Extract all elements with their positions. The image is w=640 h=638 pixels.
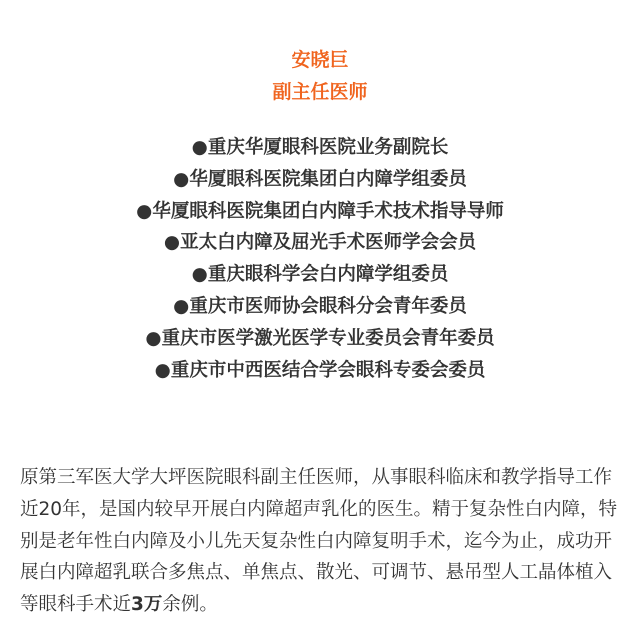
bio-highlight: 3万 xyxy=(131,594,163,616)
title-item: ●重庆市医师协会眼科分会青年委员 xyxy=(173,295,467,317)
title-item: ●重庆市医学激光医学专业委员会青年委员 xyxy=(145,327,495,349)
title-item: ●重庆华厦眼科医院业务副院长 xyxy=(191,137,449,158)
title-item: ●华厦眼科医院集团白内障手术技术指导导师 xyxy=(136,200,504,222)
bio-paragraph xyxy=(20,462,624,621)
title-item: ●重庆眼科学会白内障学组委员 xyxy=(191,264,449,286)
bio-text: 原第三军医大学大坪医院眼科副主任医师，从事眼科临床和教学指导工作近20年，是国内较早开展白内障超声乳化的医生。精于复杂性白内障，特别是老年性白内障及小儿先天复杂性白内障复明手术，迄今为止，成功开展白内障超乳联合多焦点、单焦点、散光、可调节、悬吊型人工晶体植入等眼科手术近 xyxy=(20,467,618,616)
doctor-header xyxy=(0,44,640,108)
titles-list xyxy=(0,132,640,386)
doctor-position: 副主任医师 xyxy=(272,81,368,103)
title-item: ●华厦眼科医院集团白内障学组委员 xyxy=(173,168,467,190)
title-item: ●亚太白内障及屈光手术医师学会会员 xyxy=(163,232,477,254)
doctor-name: 安晓巨 xyxy=(291,49,349,71)
bio-text-end: 余例。 xyxy=(162,594,218,616)
title-item: ●重庆市中西医结合学会眼科专委会委员 xyxy=(154,359,486,381)
